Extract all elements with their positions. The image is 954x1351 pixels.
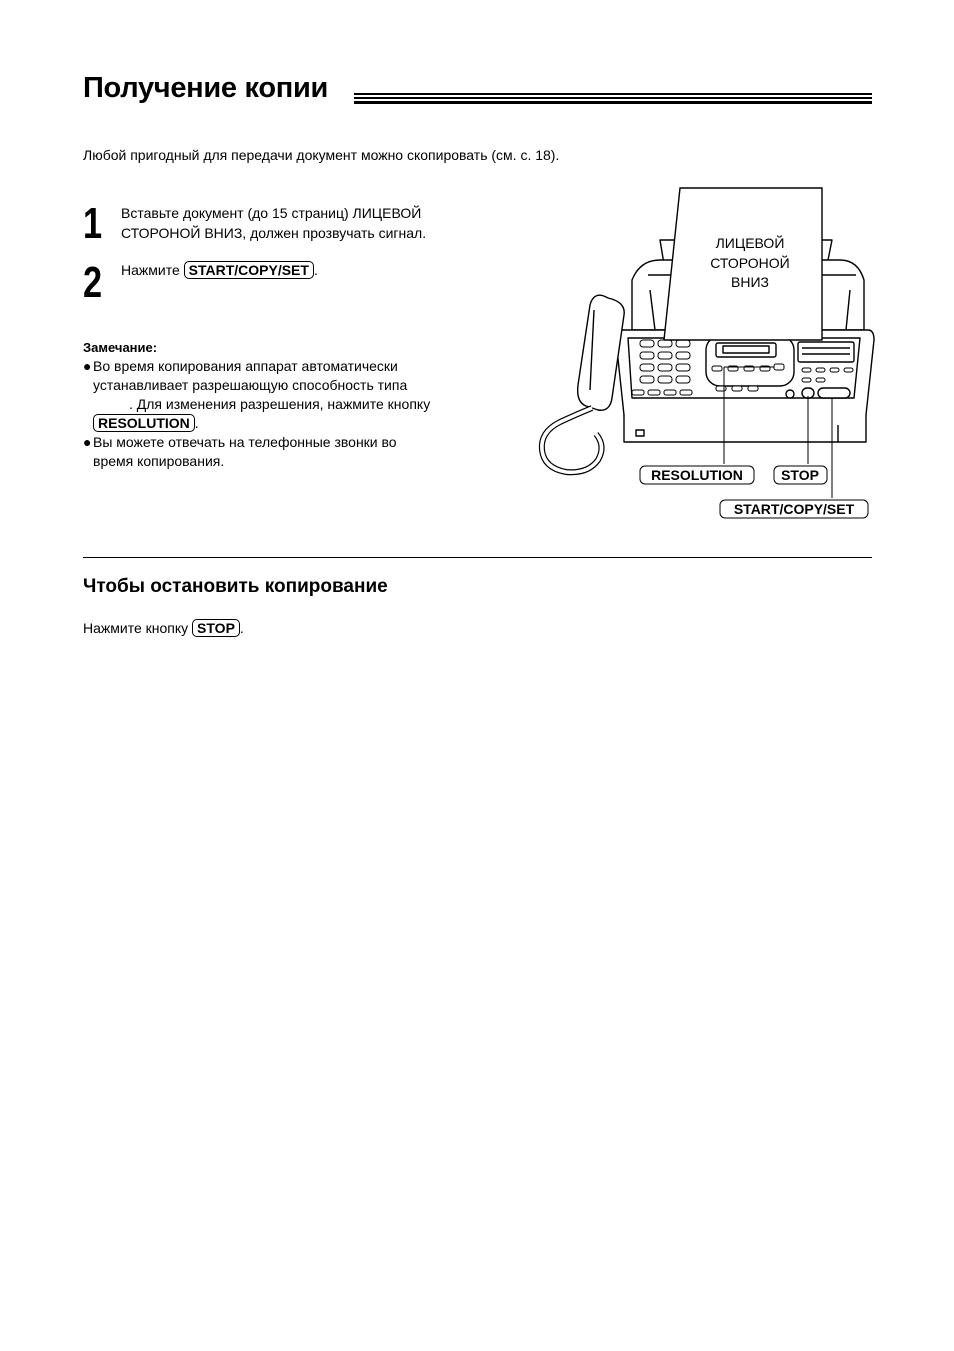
paper-label-line-1: ЛИЦЕВОЙ bbox=[715, 235, 785, 251]
note-item-1-line-1: Во время копирования аппарат автоматически bbox=[93, 358, 398, 374]
step-2-before: Нажмите bbox=[121, 262, 180, 278]
page-title: Получение копии bbox=[83, 72, 329, 104]
step-2-number: 2 bbox=[83, 258, 103, 307]
start-copy-set-callout: START/COPY/SET bbox=[733, 501, 855, 517]
fax-machine-illustration bbox=[520, 180, 880, 530]
resolution-callout: RESOLUTION bbox=[651, 467, 743, 483]
section-divider bbox=[83, 557, 872, 558]
stop-callout: STOP bbox=[781, 467, 819, 483]
step-1-text bbox=[121, 203, 426, 243]
stop-instruction bbox=[83, 619, 244, 637]
note-item-1 bbox=[83, 357, 503, 433]
paper-label-line-2: СТОРОНОЙ bbox=[710, 255, 790, 271]
note-item-2-line-1: Вы можете отвечать на телефонные звонки во bbox=[93, 434, 397, 450]
step-2-after: . bbox=[313, 262, 318, 278]
intro-text: Любой пригодный для передачи документ можно скопировать (см. с. 18). bbox=[83, 147, 560, 163]
step-1-number: 1 bbox=[83, 199, 103, 248]
note-item-1-line-4 bbox=[93, 414, 503, 433]
step-1-line-1: Вставьте документ (до 15 страниц) ЛИЦЕВОЙ bbox=[121, 205, 422, 221]
bullet-icon: ● bbox=[83, 358, 92, 374]
stop-before: Нажмите кнопку bbox=[83, 620, 189, 636]
note-block bbox=[83, 338, 503, 471]
title-rule bbox=[354, 93, 872, 104]
stop-key: STOP bbox=[192, 619, 240, 637]
step-2-text bbox=[121, 260, 318, 280]
note-item-2-line-2: время копирования. bbox=[93, 453, 225, 469]
section-title: Чтобы остановить копирование bbox=[83, 576, 388, 597]
start-copy-set-key: START/COPY/SET bbox=[184, 261, 314, 279]
note-heading: Замечание: bbox=[83, 340, 158, 355]
step-1-line-2: СТОРОНОЙ ВНИЗ, должен прозвучать сигнал. bbox=[121, 225, 427, 241]
stop-after: . bbox=[239, 620, 244, 636]
note-item-1-line-2: устанавливает разрешающую способность типа bbox=[93, 377, 408, 393]
note-item-2 bbox=[83, 433, 503, 471]
bullet-icon: ● bbox=[83, 434, 92, 450]
note-item-1-line-3: . Для изменения разрешения, нажмите кнопку bbox=[129, 396, 431, 412]
paper-label-line-3: ВНИЗ bbox=[731, 274, 769, 290]
note-item-1-end: . bbox=[194, 415, 199, 431]
resolution-key: RESOLUTION bbox=[93, 414, 195, 432]
